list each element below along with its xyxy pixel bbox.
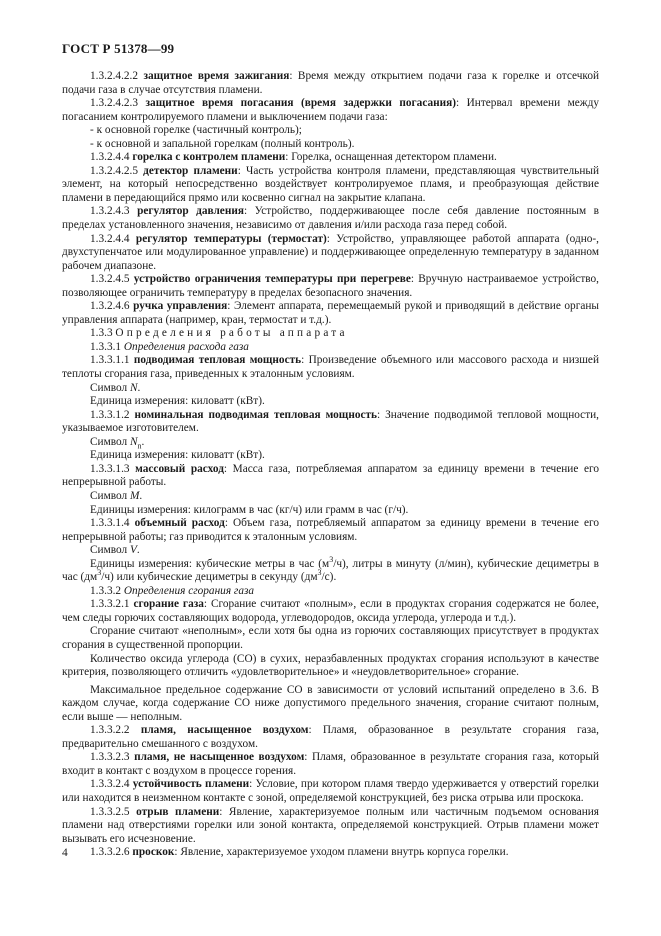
definition-paragraph [62,409,599,436]
definition-text: Время между открытием подачи газа к горелке и отсечкой подачи газа в случае отсутствия пламени. [62,70,600,96]
clause-number: 1.3.2.4.3 [90,205,138,218]
definition-paragraph [62,300,599,327]
symbol-label: Символ [90,381,130,394]
term-separator: : [410,273,415,286]
units-text: /ч), литры в минуту (л/мин), кубические дециметры в час (дм [62,557,599,584]
defined-term: устройство ограничения температуры при перегреве [133,273,411,286]
term-separator: : [304,751,308,764]
defined-term: отрыв пламени [136,805,220,818]
symbol-line [62,395,599,409]
symbol-subscript: n [137,441,142,451]
definition-text: Вручную настраиваемое устройство, позволяющее ограничить температуру в пределах безопасного значения. [62,273,599,299]
section-heading [62,327,599,341]
definition-text: Устройство, поддерживающее после себя давление постоянным в пределах установленного значения, независимо от давления и/или расхода газа перед собой. [62,205,599,232]
section-title: Определения работы аппарата [115,327,348,340]
term-separator: : [227,300,231,313]
body-paragraph: Количество оксида углерода (СО) в сухих, неразбавленных продуктах сгорания используют в качестве критерия, позволяющего отличить «удовлетворительное» и «неудовлетворительное» сгорание. [62,652,599,679]
definition-text: Произведение объемного или массового расхода и низшей теплоты сгорания газа, приведенных к эталонным условиям. [62,354,599,381]
term-separator: : [377,408,381,421]
definition-text: Элемент аппарата, перемещаемый рукой и приводящий в действие органы управления аппарата (например, кран, термостат и т.д.). [62,300,599,326]
definition-text: Горелка, оснащенная детектором пламени. [288,151,497,164]
body-paragraph: Максимальное предельное содержание СО в зависимости от условий испытаний определено в 3.6. В каждом случае, когда содержание СО ниже допустимого предельного значения, сгорание считают полным, если выше — неполным. [62,683,599,723]
clause-number: 1.3.2.4.2.2 [90,70,144,82]
symbol-letter: V [129,544,137,557]
subsection-heading [62,341,599,355]
superscript: 3 [317,568,322,578]
term-separator: : [223,462,228,475]
definition-text: Явление, характеризуемое полным или частичным подъемом основания пламени над отверстиями горелки или зоной контакта, определяемой конструкцией. Отрыв пламени может вызывать его исчезновение. [62,805,599,845]
symbol-label: Единица измерения: киловатт (кВт). [90,449,265,462]
symbol-line [62,490,599,504]
definition-paragraph [62,806,599,847]
clause-number: 1.3.3.1.3 [90,462,136,475]
symbol-end: . [136,544,140,557]
clause-number: 1.3.3.1.1 [90,354,134,367]
document-body [62,70,599,860]
defined-term: защитное время зажигания [143,70,290,82]
definition-text: Пламя, образованное в результате сгорания газа, предварительно смешанного с воздухом. [62,724,599,750]
list-item: - к основной и запальной горелкам (полный контроль). [90,137,355,150]
definition-paragraph [62,205,599,232]
term-separator: : [203,598,208,611]
definition-paragraph [62,846,599,860]
definition-text: Пламя, образованное в результате сгорания газа, который входит в контакт с воздухом в процессе горения. [62,751,600,777]
clause-number: 1.3.2.4.2.3 [90,97,146,110]
definition-paragraph [62,273,599,300]
defined-term: детектор пламени [143,164,238,177]
term-separator: : [174,846,178,859]
symbol-end: . [137,381,141,394]
symbol-end: . [141,435,145,448]
defined-term: сгорание газа [133,598,204,611]
definition-paragraph [62,233,599,274]
term-separator: : [224,517,228,530]
definition-text: Явление, характеризуемое уходом пламени внутрь корпуса горелки. [177,846,509,859]
term-separator: : [326,232,330,245]
defined-term: объемный расход [134,517,225,530]
superscript: 3 [329,554,334,564]
clause-number: 1.3.3.2.3 [90,751,135,764]
defined-term: регулятор давления [137,205,244,218]
term-separator: : [237,164,241,177]
subsection-title: Определения расхода газа [123,340,249,353]
symbol-letter: N [129,435,138,448]
defined-term: пламя, не насыщенное воздухом [134,751,305,764]
subsection-heading [62,585,599,599]
definition-text: Условие, при котором пламя твердо удерживается у отверстий горелки или находится в неизменном контакте с зоной, определяемой конструкцией, без риска отрыва или проскока. [62,778,599,804]
symbol-end: . [139,489,143,502]
clause-number: 1.3.3 [90,327,116,340]
subsection-title: Определения сгорания газа [123,584,255,597]
definition-text: Часть устройства контроля пламени, представляющая чувствительный элемент, на который непосредственно воздействует контролируемое пламя, и преобразующая действие пламени в передающийся прямо или косвенно сигнал на закрытие клапана. [62,164,599,204]
definition-paragraph [62,354,599,381]
units-text: Единицы измерения: кубические метры в час (м [90,557,330,570]
units-paragraph [62,554,599,585]
clause-number: 1.3.2.4.4 [90,232,136,245]
defined-term: проскок [132,846,175,859]
units-text: /ч) или кубические дециметры в секунду (дм [101,571,318,584]
clause-number: 1.3.3.2.2 [90,724,141,737]
symbol-line [62,504,599,518]
term-separator: : [243,205,248,218]
clause-number: 1.3.2.4.6 [90,300,134,313]
definition-text: Интервал времени между погасанием контролируемого пламени и выключением подачи газа: [62,97,599,123]
list-item: - к основной горелке (частичный контроль); [90,124,302,137]
definition-paragraph [62,778,599,805]
term-separator: : [456,97,460,110]
definition-text: Масса газа, потребляемая аппаратом за единицу времени в течение его непрерывной работы. [62,462,599,489]
clause-number: 1.3.3.1 [90,340,124,353]
clause-number: 1.3.3.2.1 [90,598,134,611]
symbol-line [62,436,599,450]
definition-text: Объем газа, потребляемый аппаратом за единицу времени в течение его непрерывной работы; газ приводится к эталонным условиям. [62,517,599,543]
superscript: 3 [97,568,102,578]
defined-term: номинальная подводимая тепловая мощность [134,408,378,421]
symbol-label: Символ [90,489,130,502]
definition-paragraph [62,165,599,206]
term-separator: : [219,805,223,818]
defined-term: ручка управления [133,300,228,313]
definition-text: Сгорание считают «полным», если в продуктах сгорания содержатся не более, чем следы горючих составляющих водорода, углеводородов, оксида углерода, углерода и т.д.). [62,598,599,624]
clause-number: 1.3.3.2.6 [90,846,133,859]
definition-paragraph [62,598,599,625]
document-header: ГОСТ Р 51378—99 [62,41,175,56]
symbol-letter: M [129,489,140,502]
definition-paragraph [62,724,599,751]
symbol-label: Символ [90,544,130,557]
symbol-letter: N [129,381,138,394]
clause-number: 1.3.3.1.4 [90,517,135,530]
definition-paragraph [62,751,599,778]
body-paragraph: Сгорание считают «неполным», если хотя бы одна из горючих составляющих присутствует в продуктах сгорания в существенной пропорции. [62,625,599,651]
symbol-label: Единица измерения: киловатт (кВт). [90,395,265,408]
clause-number: 1.3.3.2.4 [90,778,133,791]
definition-text: Значение подводимой тепловой мощности, указываемое изготовителем. [62,408,599,435]
symbol-label: Символ [90,435,130,448]
symbol-label: Единицы измерения: килограмм в час (кг/ч) или грамм в час (г/ч). [90,503,409,516]
defined-term: подводимая тепловая мощность [133,354,302,367]
clause-number: 1.3.3.2 [90,584,124,597]
term-separator: : [308,724,312,737]
units-text: /с). [321,571,337,584]
defined-term: устойчивость пламени [132,778,250,791]
term-separator: : [285,151,289,164]
clause-number: 1.3.2.4.2.5 [90,164,144,177]
symbol-line [62,382,599,396]
clause-number: 1.3.2.4.4 [90,151,133,164]
term-separator: : [249,778,253,791]
page-number: 4 [62,847,68,859]
defined-term: массовый расход [135,462,224,475]
term-separator: : [301,354,305,367]
defined-term: горелка с контролем пламени [132,151,286,164]
definition-paragraph [62,517,599,544]
defined-term: защитное время погасания (время задержки погасания) [145,97,457,110]
definition-text: Устройство, управляющее работой аппарата (одно-, двухступенчатое или модулированное управление) и поддерживающее определенную температуру в заданном рабочем диапазоне. [62,232,599,272]
defined-term: регулятор температуры (термостат) [135,232,327,245]
definition-paragraph [62,70,599,97]
definition-paragraph [62,151,599,165]
clause-number: 1.3.2.4.5 [90,273,134,286]
definition-paragraph [62,463,599,490]
clause-number: 1.3.3.1.2 [90,408,135,421]
clause-number: 1.3.3.2.5 [90,805,137,818]
defined-term: пламя, насыщенное воздухом [140,724,309,737]
symbol-line [62,449,599,463]
term-separator: : [289,70,293,82]
definition-paragraph [62,97,599,124]
